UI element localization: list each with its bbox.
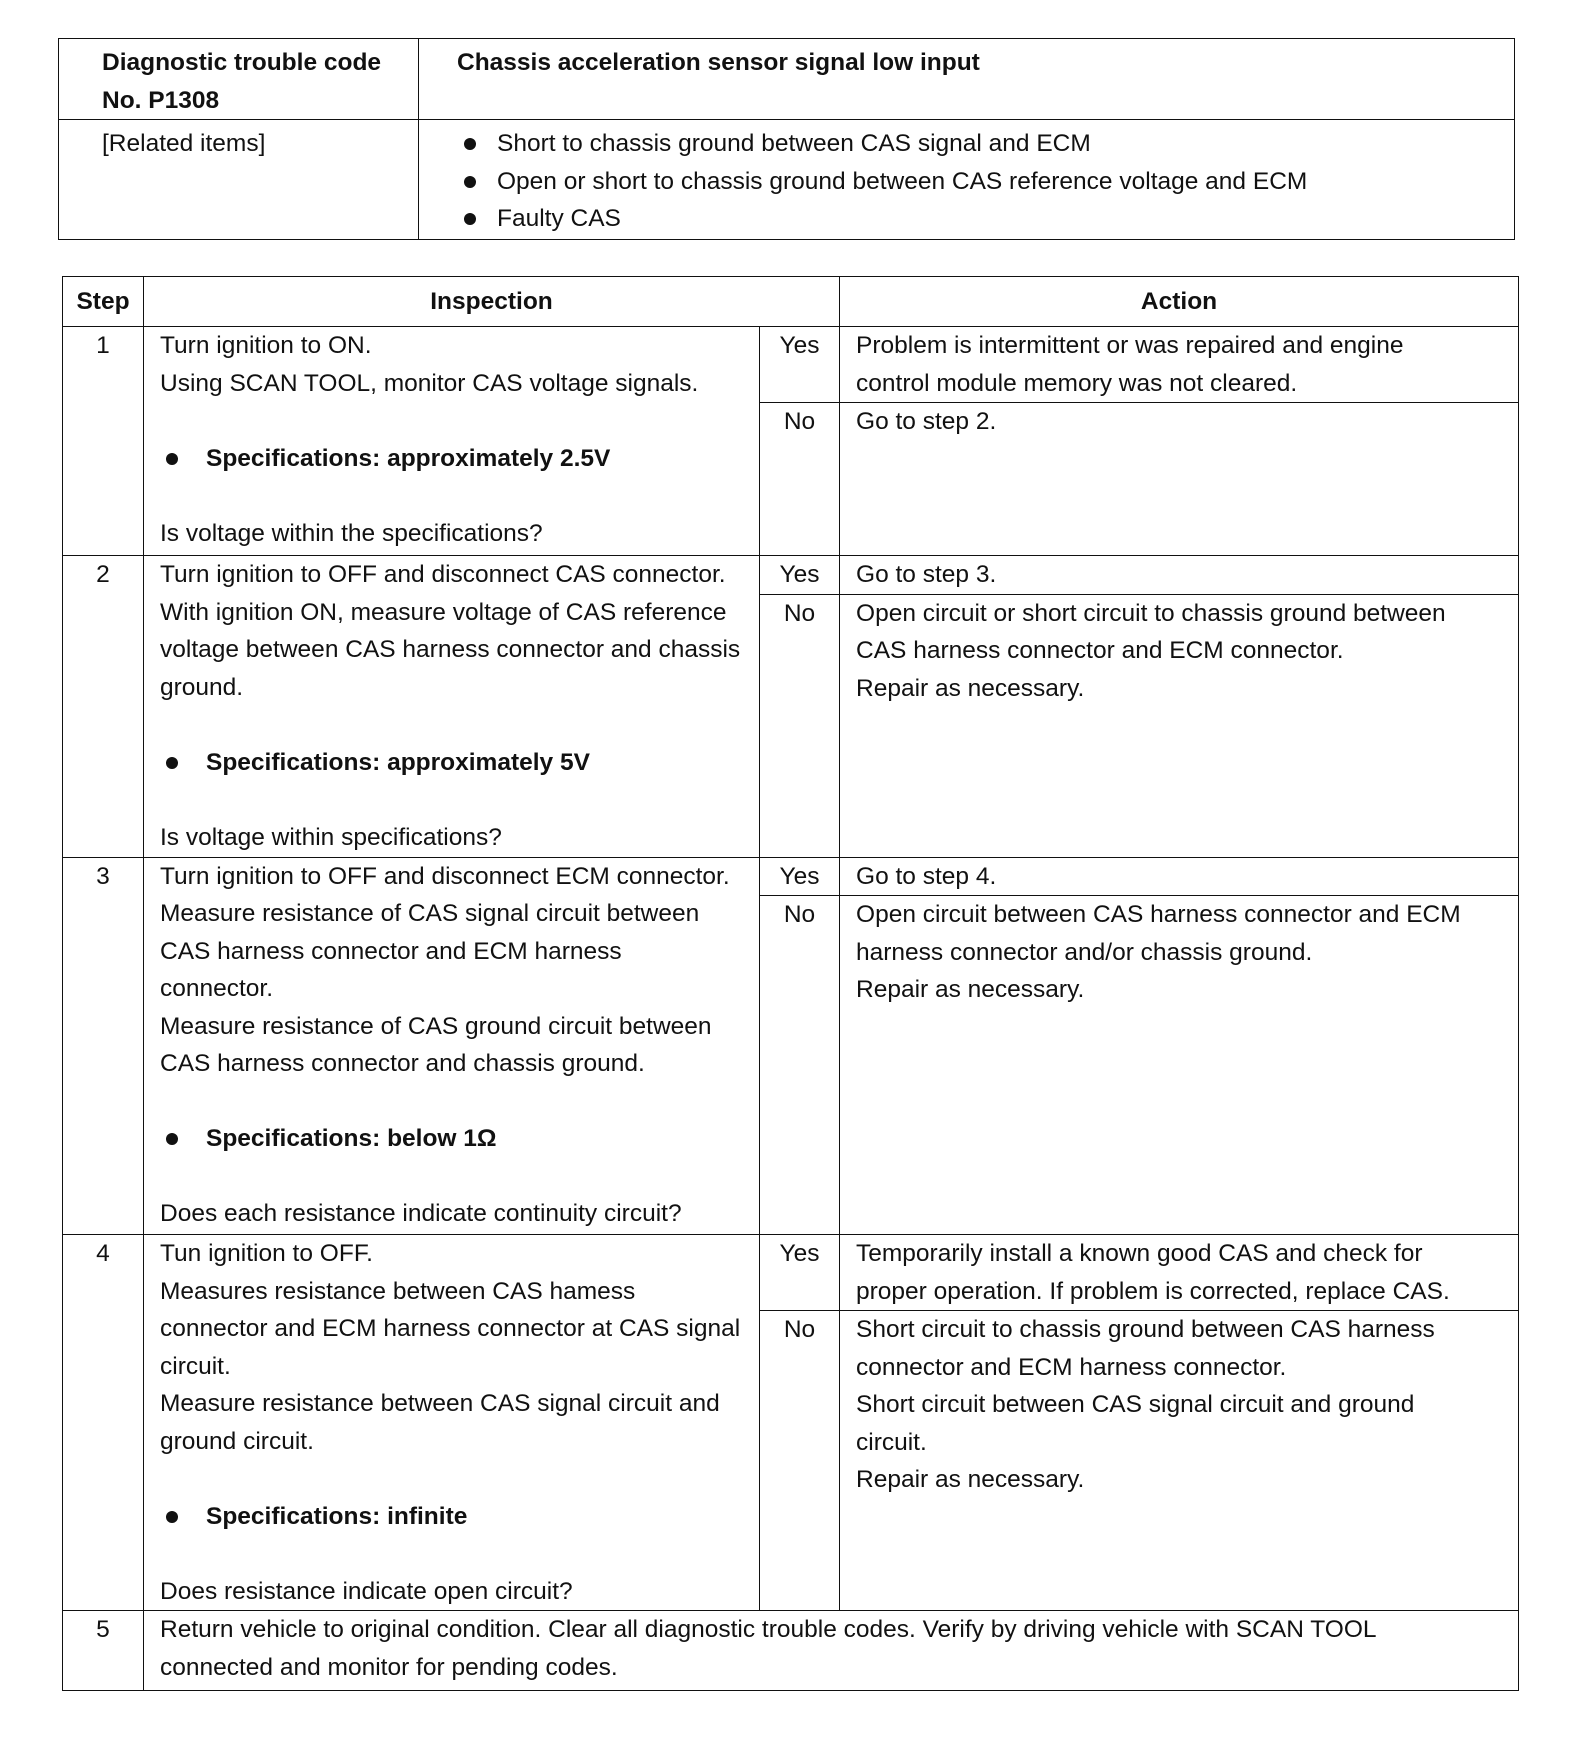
inspection-line: CAS harness connector and chassis ground. (160, 1050, 645, 1077)
action-line: Short circuit between CAS signal circuit and ground (856, 1391, 1415, 1418)
inspection-line: ground. (160, 673, 244, 701)
inspection-line: ground circuit. (160, 1427, 314, 1455)
action-line: Open circuit between CAS harness connector and ECM (856, 901, 1461, 928)
action-line: Go to step 3. (856, 561, 997, 588)
inspection-column-header: Inspection (144, 277, 840, 327)
action-line: Go to step 2. (856, 408, 997, 435)
step-3-yes-row (63, 857, 1519, 896)
step-number: 3 (63, 857, 144, 1235)
action-line: connector and ECM harness connector. (856, 1353, 1287, 1381)
dtc-related-row (59, 120, 1515, 240)
step-5-text (144, 1611, 1519, 1691)
action-line: Repair as necessary. (856, 976, 1085, 1003)
step-text-line: connected and monitor for pending codes. (160, 1653, 618, 1681)
action-line: Short circuit to chassis ground between CAS harness (856, 1316, 1435, 1343)
dtc-description: Chassis acceleration sensor signal low input (419, 39, 1515, 120)
action-line: Problem is intermittent or was repaired and engine (856, 332, 1404, 359)
yes-action (840, 1235, 1519, 1311)
step-number: 1 (63, 327, 144, 556)
action-column-header: Action (840, 277, 1519, 327)
related-items-cell (419, 120, 1515, 240)
dtc-code-number: No. P1308 (102, 86, 220, 114)
yes-action (840, 857, 1519, 896)
no-label: No (760, 896, 840, 1235)
inspection-line: CAS harness connector and ECM harness (160, 937, 622, 965)
step-number: 4 (63, 1235, 144, 1611)
inspection-line: connector. (160, 975, 274, 1002)
dtc-code-label-line1: Diagnostic trouble code (102, 49, 382, 76)
no-label: No (760, 403, 840, 556)
specification: Specifications: approximately 2.5V (160, 440, 749, 478)
yes-label: Yes (760, 556, 840, 595)
action-line: Repair as necessary. (856, 1466, 1085, 1493)
inspection-line: circuit. (160, 1352, 231, 1380)
diagnostic-steps-table (62, 276, 1519, 1691)
related-items-list (457, 125, 1500, 238)
related-items-label: [Related items] (59, 120, 419, 240)
related-item: Faulty CAS (457, 200, 1500, 238)
action-line: circuit. (856, 1428, 927, 1456)
specification: Specifications: below 1Ω (160, 1120, 749, 1158)
inspection-line: Measure resistance between CAS signal circuit and (160, 1390, 720, 1417)
yes-label: Yes (760, 1235, 840, 1311)
inspection-line: connector and ECM harness connector at CAS signal (160, 1315, 741, 1342)
yes-label: Yes (760, 857, 840, 896)
inspection-line: Turn ignition to ON. (160, 332, 372, 359)
dtc-code-row (59, 39, 1515, 120)
specification: Specifications: approximately 5V (160, 744, 749, 782)
no-label: No (760, 594, 840, 857)
inspection-line: Turn ignition to OFF and disconnect CAS connector. (160, 561, 726, 588)
yes-action (840, 556, 1519, 595)
inspection-question: Is voltage within specifications? (160, 823, 502, 851)
step-1-inspection (144, 327, 760, 556)
inspection-line: Measure resistance of CAS signal circuit between (160, 900, 700, 927)
related-item: Open or short to chassis ground between CAS reference voltage and ECM (457, 163, 1500, 201)
inspection-line: Turn ignition to OFF and disconnect ECM connector. (160, 862, 730, 890)
action-line: control module memory was not cleared. (856, 369, 1298, 397)
inspection-line: Tun ignition to OFF. (160, 1240, 373, 1267)
steps-header-row (63, 277, 1519, 327)
no-action (840, 403, 1519, 556)
step-2-yes-row (63, 556, 1519, 595)
inspection-line: Measure resistance of CAS ground circuit between (160, 1012, 712, 1040)
action-line: Open circuit or short circuit to chassis ground between (856, 599, 1446, 627)
inspection-question: Is voltage within the specifications? (160, 519, 543, 547)
dtc-code-label (59, 39, 419, 120)
inspection-line: Measures resistance between CAS hamess (160, 1277, 636, 1305)
action-line: harness connector and/or chassis ground. (856, 938, 1313, 966)
no-label: No (760, 1311, 840, 1611)
action-line: Temporarily install a known good CAS and check for (856, 1240, 1423, 1267)
action-line: Go to step 4. (856, 862, 997, 890)
inspection-question: Does resistance indicate open circuit? (160, 1577, 573, 1605)
step-1-yes-row (63, 327, 1519, 403)
step-number: 2 (63, 556, 144, 858)
action-line: proper operation. If problem is corrected, replace CAS. (856, 1277, 1450, 1305)
step-column-header: Step (63, 277, 144, 327)
related-item: Short to chassis ground between CAS signal and ECM (457, 125, 1500, 163)
step-number: 5 (63, 1611, 144, 1691)
step-5-row (63, 1611, 1519, 1691)
step-2-inspection (144, 556, 760, 858)
yes-action (840, 327, 1519, 403)
step-text-line: Return vehicle to original condition. Clear all diagnostic trouble codes. Verify by driving vehicle with SCAN TOOL (160, 1616, 1377, 1643)
step-4-inspection (144, 1235, 760, 1611)
step-3-inspection (144, 857, 760, 1235)
specification: Specifications: infinite (160, 1498, 749, 1536)
yes-label: Yes (760, 327, 840, 403)
action-line: CAS harness connector and ECM connector. (856, 637, 1344, 664)
no-action (840, 1311, 1519, 1611)
dtc-info-table (58, 38, 1515, 240)
inspection-line: Using SCAN TOOL, monitor CAS voltage signals. (160, 369, 699, 397)
inspection-question: Does each resistance indicate continuity circuit? (160, 1200, 682, 1227)
action-line: Repair as necessary. (856, 674, 1085, 702)
step-4-yes-row (63, 1235, 1519, 1311)
inspection-line: With ignition ON, measure voltage of CAS reference (160, 598, 727, 626)
no-action (840, 594, 1519, 857)
no-action (840, 896, 1519, 1235)
inspection-line: voltage between CAS harness connector and chassis (160, 636, 741, 663)
